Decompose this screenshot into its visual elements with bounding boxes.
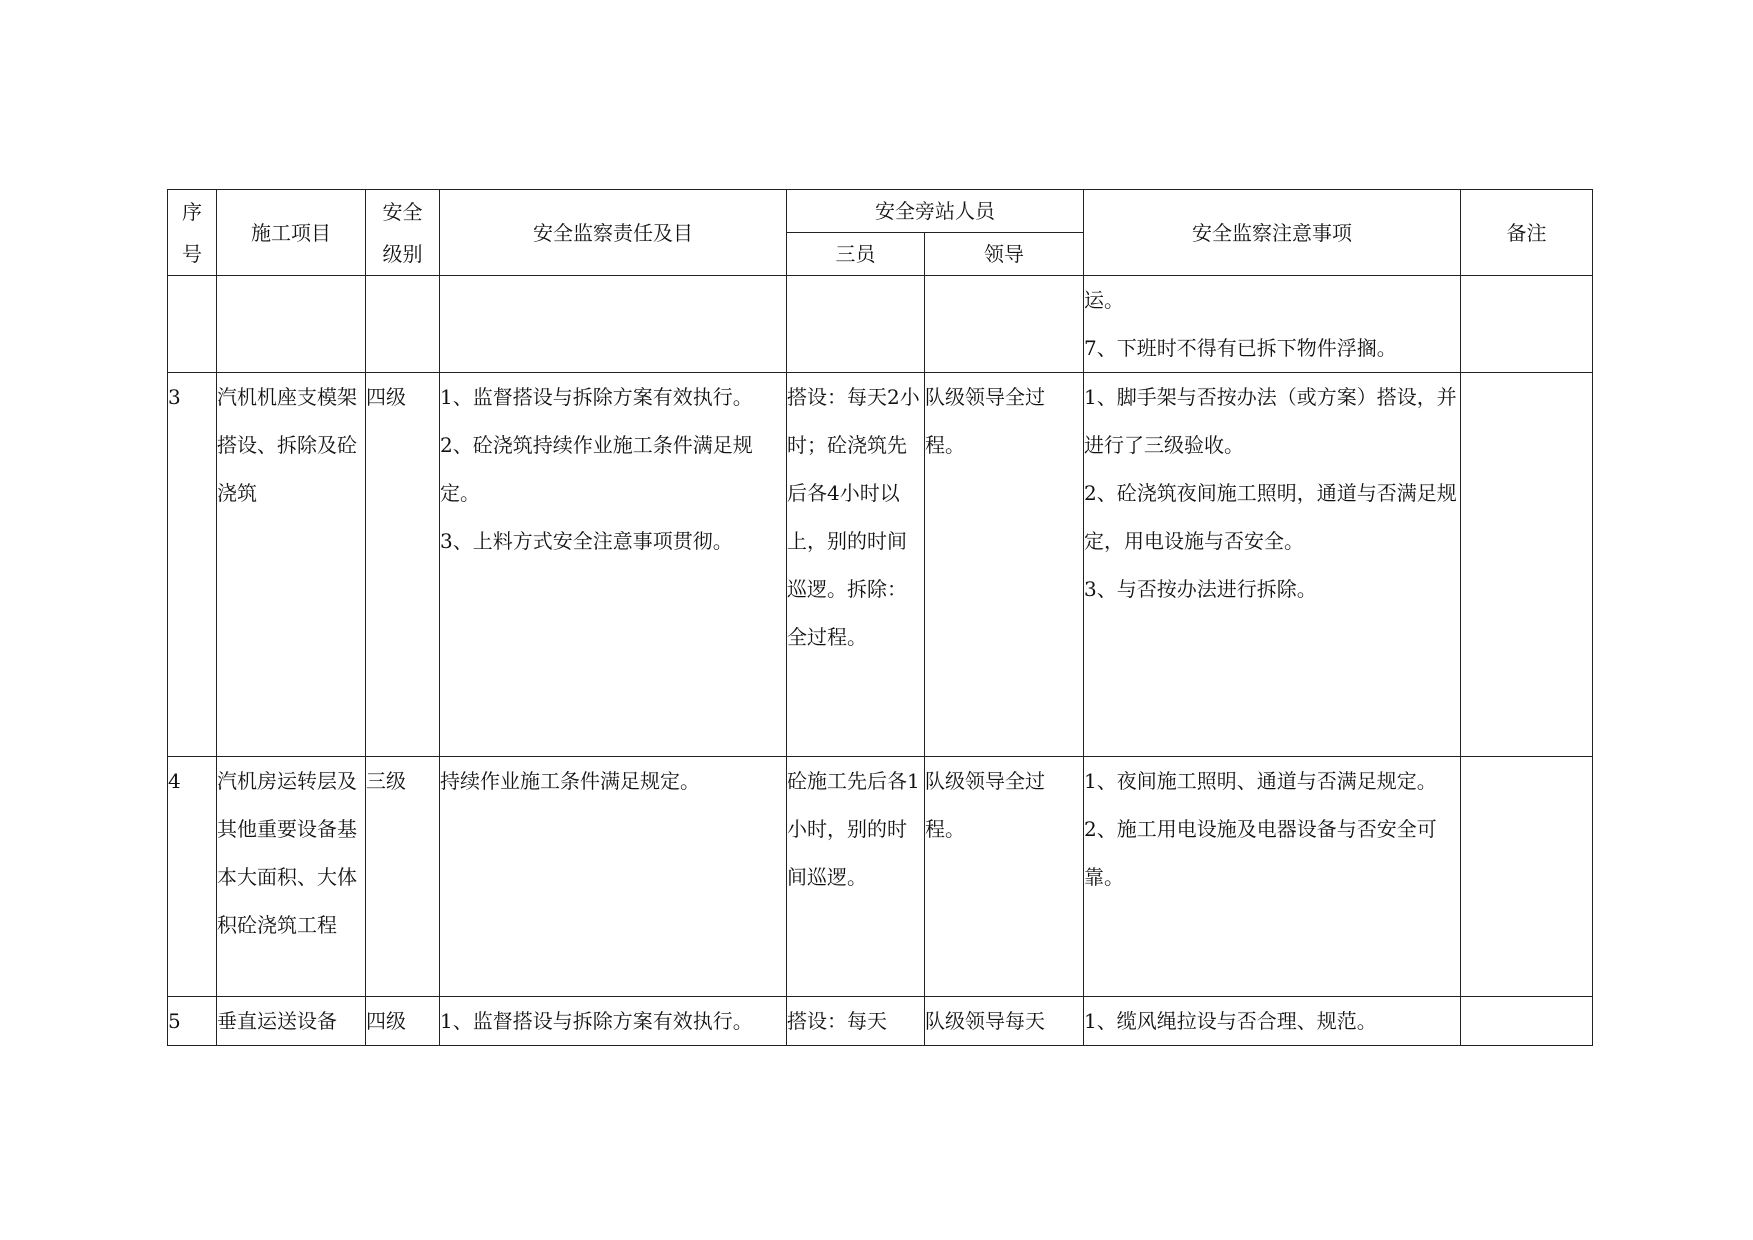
header-notes: 安全监察注意事项 xyxy=(1084,190,1461,276)
header-standby-staff: 三员 xyxy=(787,233,925,276)
supervision-table xyxy=(167,189,1593,1046)
header-project: 施工项目 xyxy=(217,190,366,276)
table-row xyxy=(168,276,1593,373)
cell-staff xyxy=(787,276,925,373)
cell-level: 四级 xyxy=(366,997,440,1046)
header-level: 安全 级别 xyxy=(366,190,440,276)
table-row xyxy=(168,997,1593,1046)
header-responsibility: 安全监察责任及目 xyxy=(440,190,787,276)
table-row xyxy=(168,373,1593,757)
header-seq: 序 号 xyxy=(168,190,217,276)
cell-remark xyxy=(1461,373,1593,757)
cell-remark xyxy=(1461,276,1593,373)
cell-level xyxy=(366,276,440,373)
cell-leader: 队级领导每天 xyxy=(925,997,1084,1046)
cell-level: 四级 xyxy=(366,373,440,757)
cell-leader: 队级领导全过程。 xyxy=(925,373,1084,757)
cell-project: 汽机机座支模架搭设、拆除及砼浇筑 xyxy=(217,373,366,757)
cell-project xyxy=(217,276,366,373)
header-standby: 安全旁站人员 xyxy=(787,190,1084,233)
cell-leader xyxy=(925,276,1084,373)
cell-responsibility: 1、监督搭设与拆除方案有效执行。 xyxy=(440,997,787,1046)
cell-responsibility: 持续作业施工条件满足规定。 xyxy=(440,757,787,997)
cell-notes: 1、脚手架与否按办法（或方案）搭设，并进行了三级验收。 2、砼浇筑夜间施工照明，通道与否满足规定，用电设施与否安全。 3、与否按办法进行拆除。 xyxy=(1084,373,1461,757)
cell-responsibility xyxy=(440,276,787,373)
cell-notes: 1、缆风绳拉设与否合理、规范。 xyxy=(1084,997,1461,1046)
cell-staff: 搭设：每天2小时；砼浇筑先后各4小时以上，别的时间巡逻。拆除：全过程。 xyxy=(787,373,925,757)
cell-project: 汽机房运转层及其他重要设备基本大面积、大体积砼浇筑工程 xyxy=(217,757,366,997)
cell-staff: 砼施工先后各1小时，别的时间巡逻。 xyxy=(787,757,925,997)
cell-notes: 1、夜间施工照明、通道与否满足规定。 2、施工用电设施及电器设备与否安全可靠。 xyxy=(1084,757,1461,997)
cell-seq xyxy=(168,276,217,373)
header-remark: 备注 xyxy=(1461,190,1593,276)
cell-level: 三级 xyxy=(366,757,440,997)
table-row xyxy=(168,757,1593,997)
cell-remark xyxy=(1461,997,1593,1046)
cell-seq: 3 xyxy=(168,373,217,757)
cell-remark xyxy=(1461,757,1593,997)
cell-responsibility: 1、监督搭设与拆除方案有效执行。 2、砼浇筑持续作业施工条件满足规定。 3、上料方式安全注意事项贯彻。 xyxy=(440,373,787,757)
cell-notes: 运。 7、下班时不得有已拆下物件浮搁。 xyxy=(1084,276,1461,373)
cell-seq: 5 xyxy=(168,997,217,1046)
header-standby-leader: 领导 xyxy=(925,233,1084,276)
cell-project: 垂直运送设备 xyxy=(217,997,366,1046)
cell-seq: 4 xyxy=(168,757,217,997)
cell-staff: 搭设：每天 xyxy=(787,997,925,1046)
cell-leader: 队级领导全过程。 xyxy=(925,757,1084,997)
